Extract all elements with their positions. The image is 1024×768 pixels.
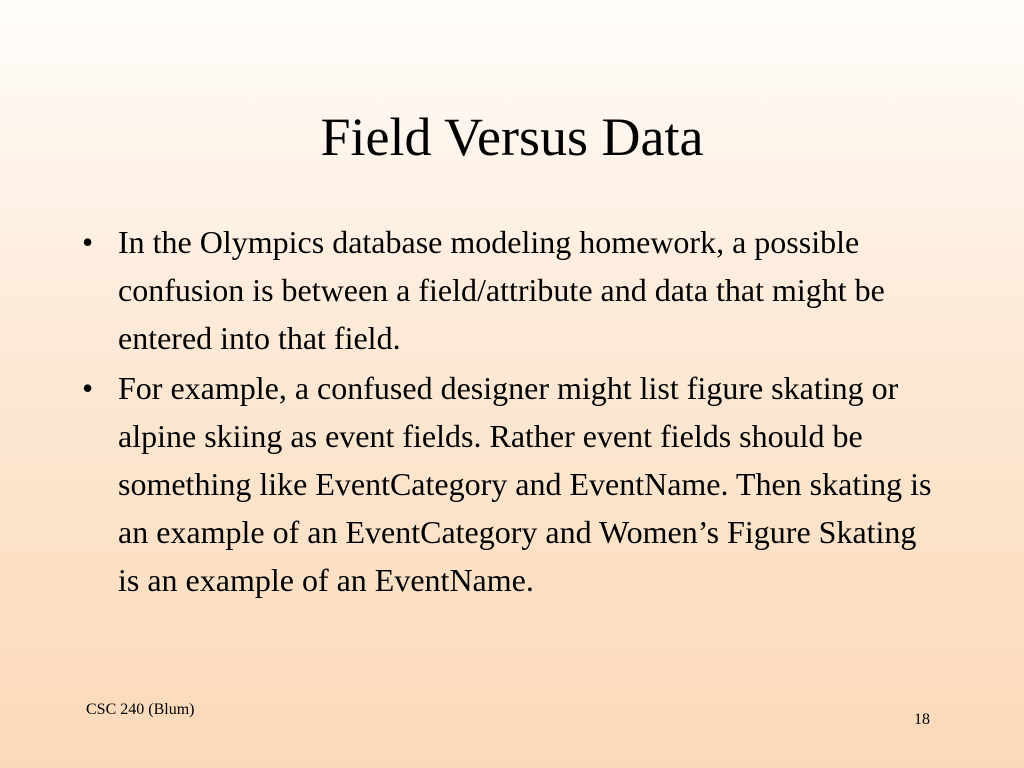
bullet-text: For example, a confused designer might list figure skating or alpine skiing as event fields. Rather event fields should be something like EventCategory and EventName. Then skating is an example of an EventCategory and Women’s Figure Skating is an example of an EventName. — [118, 370, 932, 598]
bullet-icon: • — [82, 370, 94, 406]
footer-course-label: CSC 240 (Blum) — [86, 701, 195, 718]
slide-title: Field Versus Data — [320, 107, 704, 167]
bullet-list — [78, 218, 938, 604]
bullet-item — [78, 364, 938, 604]
page-number: 18 — [914, 711, 930, 728]
bullet-text: In the Olympics database modeling homework, a possible confusion is between a field/attribute and data that might be entered into that field. — [118, 224, 885, 356]
bullet-icon: • — [82, 224, 94, 260]
bullet-item — [78, 218, 938, 362]
